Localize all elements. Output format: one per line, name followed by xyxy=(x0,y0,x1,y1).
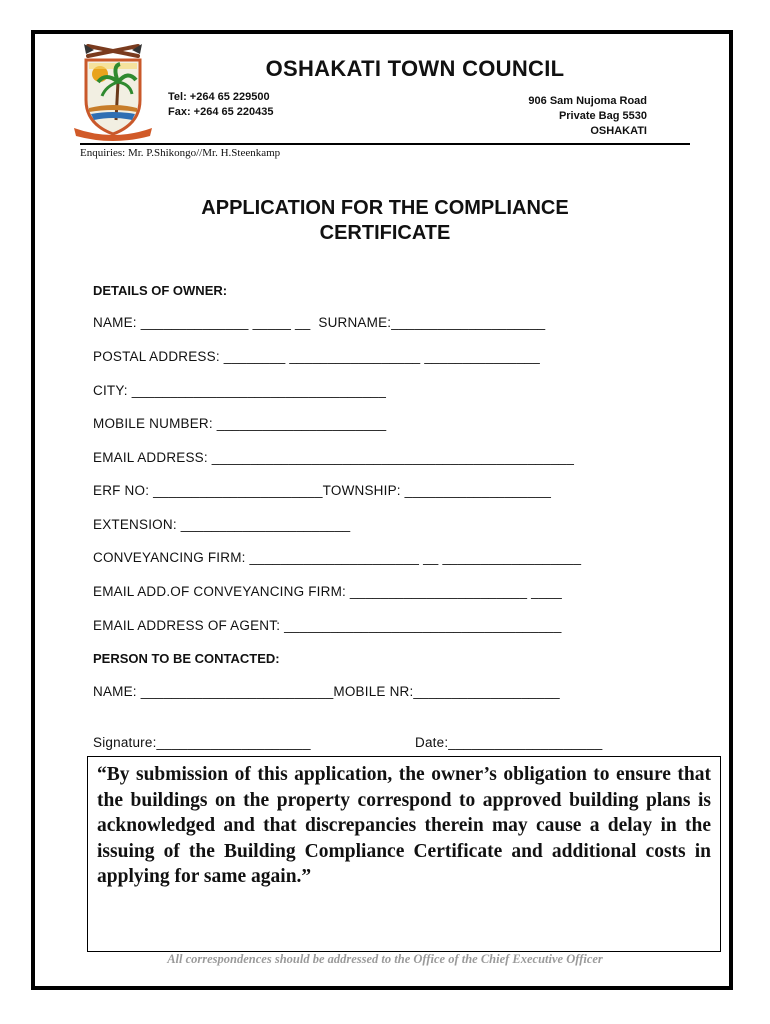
email-address-field[interactable]: EMAIL ADDRESS: _______________________________________________ xyxy=(93,450,575,465)
telephone-number: Tel: +264 65 229500 xyxy=(168,91,270,103)
erf-township-field[interactable]: ERF NO: ______________________TOWNSHIP: ___________________ xyxy=(93,483,552,498)
council-crest-logo xyxy=(72,42,154,142)
agent-email-field[interactable]: EMAIL ADDRESS OF AGENT: ____________________________________ xyxy=(93,618,562,633)
owner-section-heading: DETAILS OF OWNER: xyxy=(93,283,228,298)
address-line-3: OSHAKATI xyxy=(590,125,647,137)
address-line-1: 906 Sam Nujoma Road xyxy=(528,95,647,107)
extension-field[interactable]: EXTENSION: ______________________ xyxy=(93,517,351,532)
contact-section-heading: PERSON TO BE CONTACTED: xyxy=(93,651,280,666)
contact-name-mobile-field[interactable]: NAME: _________________________MOBILE NR:___________________ xyxy=(93,684,560,699)
conveyancing-firm-email-field[interactable]: EMAIL ADD.OF CONVEYANCING FIRM: _______________________ ____ xyxy=(93,584,562,599)
mobile-number-field[interactable]: MOBILE NUMBER: ______________________ xyxy=(93,416,387,431)
conveyancing-firm-field[interactable]: CONVEYANCING FIRM: ______________________ __ __________________ xyxy=(93,550,582,565)
enquiries-contacts: Enquiries: Mr. P.Shikongo//Mr. H.Steenkamp xyxy=(80,147,281,159)
council-name: OSHAKATI TOWN COUNCIL xyxy=(265,56,565,81)
date-field[interactable]: Date:____________________ xyxy=(415,735,603,750)
form-title xyxy=(120,196,650,246)
form-title-line-2: CERTIFICATE xyxy=(319,222,451,244)
owner-name-surname-field[interactable]: NAME: ______________ _____ __ SURNAME:____________________ xyxy=(93,315,546,330)
signature-field[interactable]: Signature:____________________ xyxy=(93,735,311,750)
contact-numbers xyxy=(168,90,274,120)
postal-address xyxy=(528,94,647,139)
city-field[interactable]: CITY: _________________________________ xyxy=(93,383,387,398)
address-line-2: Private Bag 5530 xyxy=(558,110,647,122)
fax-number: Fax: +264 65 220435 xyxy=(168,106,274,118)
header-divider xyxy=(80,143,690,145)
form-title-line-1: APPLICATION FOR THE COMPLIANCE xyxy=(201,197,569,219)
footer-note: All correspondences should be addressed to the Office of the Chief Executive Officer xyxy=(167,952,603,966)
postal-address-field[interactable]: POSTAL ADDRESS: ________ _________________ _______________ xyxy=(93,349,540,364)
declaration-statement: “By submission of this application, the owner’s obligation to ensure that the buildings on the property correspond to approved building plans is acknowledged and that discrepancies therein may cause a delay in the issuing of the Building Compliance Certificate and additional costs in applying for same again.” xyxy=(97,764,711,887)
